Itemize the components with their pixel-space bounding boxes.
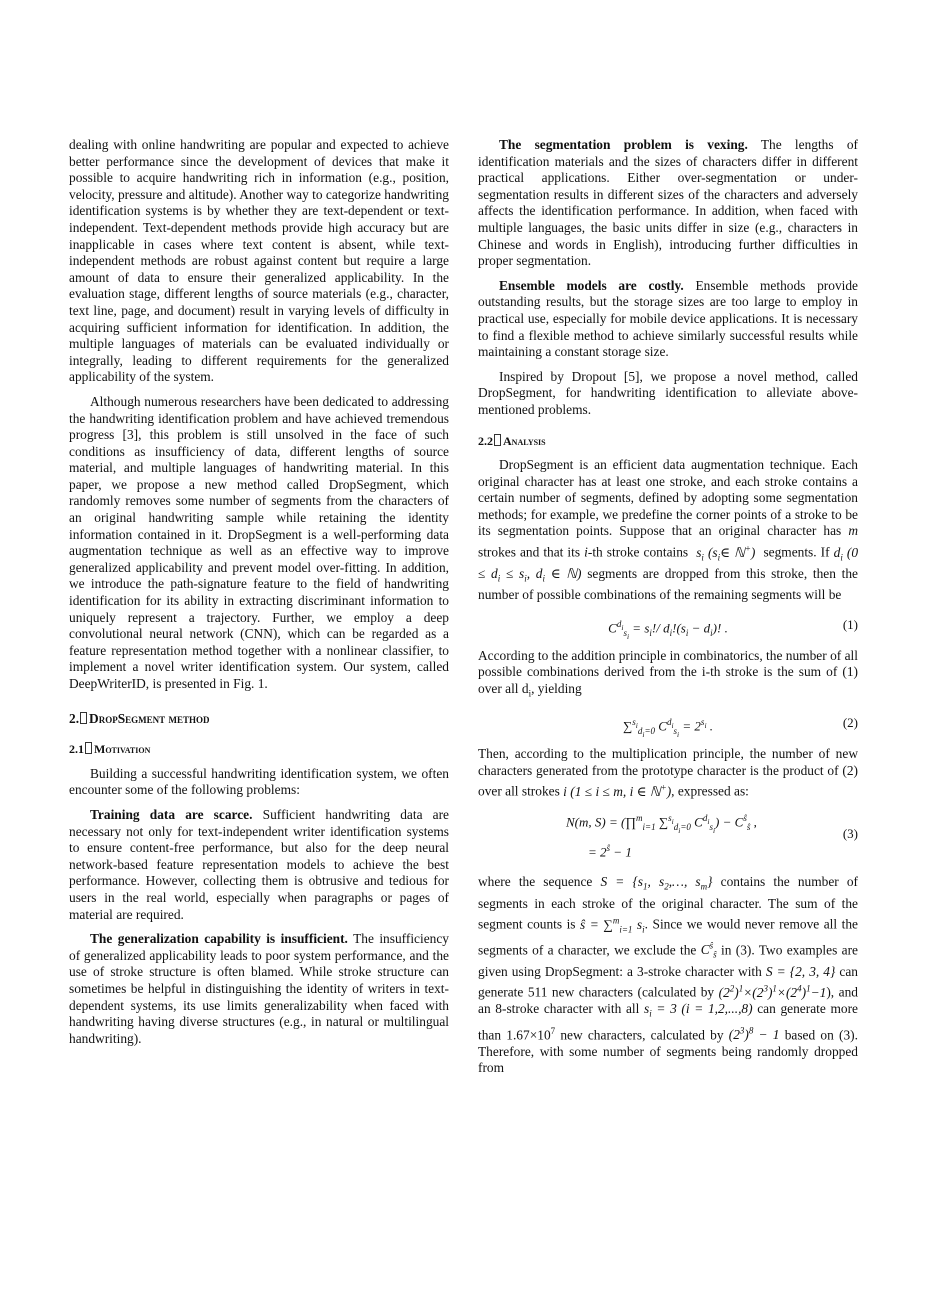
math-inline: $s_i$ ($s_i\in$ ℕ+) <box>696 543 756 563</box>
math-inline: $(2^3)^8 - 1$ <box>728 1025 780 1043</box>
paragraph: DropSegment is an efficient data augmentation technique. Each original character has at least one stroke, and each stroke contains a certain number of segments, defined by adopting some segmentation methods; for example, we predefine the corner points of a stroke to be its segmentation points. Suppose that an original character has m strokes and that its i-th stroke contains $s_i$ ($s_i\in$ ℕ+) segments. If $d_i$ ($0 \le d_i \le s_i$, $d_i$ ∈ ℕ) segments are dropped from this stroke, then the number of possible combinations of the remaining segments will be <box>478 457 859 603</box>
math-inline: $(2^2)^1\times(2^3)^1\times(2^4)^1-1$ <box>718 983 827 1000</box>
subsection-heading: 2.2 Analysis <box>478 433 546 448</box>
section-heading: 2. DropSegment method <box>69 710 210 726</box>
paragraph: Training data are scarce. Sufficient handwriting data are necessary not only for text-independent writer identification systems to ensure content-free performance, but also for the deep neural network-based feature representation models to achieve the best performance. However, collecting them is obtrusive and tedious for users in the real world, especially when paragraphs or pages of material are required. <box>69 806 450 922</box>
box-glyph-icon <box>85 742 92 754</box>
paragraph: Building a successful handwriting identification system, we often encounter some of the following problems: <box>69 765 449 798</box>
left-column <box>69 137 449 1055</box>
right-column <box>478 137 858 1085</box>
equation-1: $C^{d_i}_{s_i} = s_i!/$ $d_i!(s_i - d_i)$! . (1) <box>608 616 858 641</box>
equation-2: ∑$^{s_i}_{d_i=0}$ $C^{d_i}_{s_i} = 2^{s_i}$ . (2) <box>622 715 858 739</box>
box-glyph-icon <box>494 434 501 446</box>
paragraph: where the sequence $S = \{s_1$, $s_2,\dots$, $s_m$} contains the number of segments in each stroke of the original character. The sum of the segment counts is ŝ = ∑$^m_{i=1}$ $s_i$. Since we would never remove all the segments of a character, we exclude the $C^ŝ_ŝ$ in (3). Two examples are given using DropSegment: a 3-stroke character with S = {2, 3, 4} can generate 511 new characters (calculated by $(2^2)^1\times(2^3)^1\times(2^4)^1-1$), and an 8-stroke character with all $s_i = 3$ (i = 1,2,...,8) can generate more than $1.67\times 10^7$ new characters, calculated by $(2^3)^8 - 1$ based on (3). Therefore, with some number of segments being randomly dropped from <box>478 874 858 1076</box>
math-inline: $S = \{s_1$, $s_2,\dots$, $s_m$} <box>600 874 713 893</box>
math-inline: ŝ = ∑$^m_{i=1}$ $s_i$ <box>580 915 645 935</box>
math-inline: S = {2, 3, 4} <box>765 963 836 979</box>
paragraph: Ensemble models are costly. Ensemble methods provide outstanding results, but the storage sizes are too large to employ in practical use, especially for mobile device applications. It is necessary to find a flexible method to achieve similarly successful results while maintaining a constant storage size. <box>478 277 859 360</box>
paragraph: The segmentation problem is vexing. The lengths of identification materials and the sizes of characters differ in different practical applications. Either over-segmentation or under-segmentation results in different sizes of the characters and adversely affects the identification performance. In addition, when faced with multiple languages, the basic units differ in size (e.g., characters in Chinese and words in English), introducing further difficulties in proper segmentation. <box>478 137 858 269</box>
paragraph: Inspired by Dropout [5], we propose a novel method, called DropSegment, for handwriting identification to alleviate above-mentioned problems. <box>478 368 858 417</box>
subsection-heading: 2.1 Motivation <box>69 742 151 757</box>
math-inline: $d_i$ ($0 \le d_i \le s_i$, $d_i$ ∈ ℕ) <box>478 544 859 584</box>
paragraph: Although numerous researchers have been dedicated to addressing the handwriting identification problem and have achieved tremendous progress [3], this problem is still unsolved in the face of such conditions as insufficiency of data, different lengths of source material, and multiple languages of handwriting material. In this paper, we propose a new method called DropSegment, which randomly removes some number of segments from the characters of an original handwriting sample while retaining the identity information contained in it. DropSegment is a well-performing data augmentation technique as well as an effective way to improve generalized applicability and prevent model over-fitting. In addition, we introduce the path-signature feature to the field of handwriting identification for its ability in extracting discriminant information to uniquely represent a trajectory. Further, we employ a deep convolutional neural network (CNN), which can be regarded as a feature representation method together with a nonlinear classifier, to implement a novel writer identification system. Our system, called DeepWriterID, is presented in Fig. 1. <box>69 393 449 691</box>
paragraph: Then, according to the multiplication principle, the number of new characters generated from the prototype character is the product of (2) over all strokes i (1 ≤ i ≤ m, i ∈ ℕ+), expressed as: <box>478 746 858 799</box>
paragraph: The generalization capability is insufficient. The insufficiency of generalized applicability leads to poor system performance, and the use of stroke structure is often blamed. While stroke structure can sometimes be helpful in distinguishing the identity of writers in text-dependent systems, its use limits generalizability when faced with handwriting having diverse structures (e.g., in natural or multilingual handwriting). <box>69 931 449 1046</box>
math-inline: $s_i = 3$ (i = 1,2,...,8) <box>644 1001 753 1020</box>
equation-3: N(m, S) = (∏$^m_{i=1}$ ∑$^{s_i}_{d_i=0}$ $C^{d_i}_{s_i}) - C^ŝ_ŝ$ , = $2^ŝ - 1$ (3) <box>566 813 858 860</box>
paragraph: dealing with online handwriting are popular and expected to achieve better performance since the development of devices that make it possible to acquire handwriting rich in information (e.g., position, velocity, pressure and altitude). Another way to categorize handwriting identification systems is by whether they are text-dependent or text-independent. Text-dependent methods provide high accuracy but are inapplicable in cases where text content is absent, while text-independent methods are robust against content but require a large amount of data to ensure their generalized applicability. In the evaluation stage, different lengths of source materials (e.g., character, text line, page, and document) result in varying levels of difficulty in acquiring sufficient information for identification. In addition, the multiple languages of materials can be evaluated individually or integrally, leading to different requirements for the generalized applicability of the system. <box>69 137 449 385</box>
math-inline: i (1 ≤ i ≤ m, i ∈ ℕ+) <box>563 782 672 799</box>
box-glyph-icon <box>80 712 87 724</box>
paragraph: According to the addition principle in combinatorics, the number of all possible combinations derived from the i-th stroke is the sum of (1) over all $d_i$, yielding <box>478 647 858 699</box>
math-inline: $C^ŝ_ŝ$ <box>700 940 717 961</box>
